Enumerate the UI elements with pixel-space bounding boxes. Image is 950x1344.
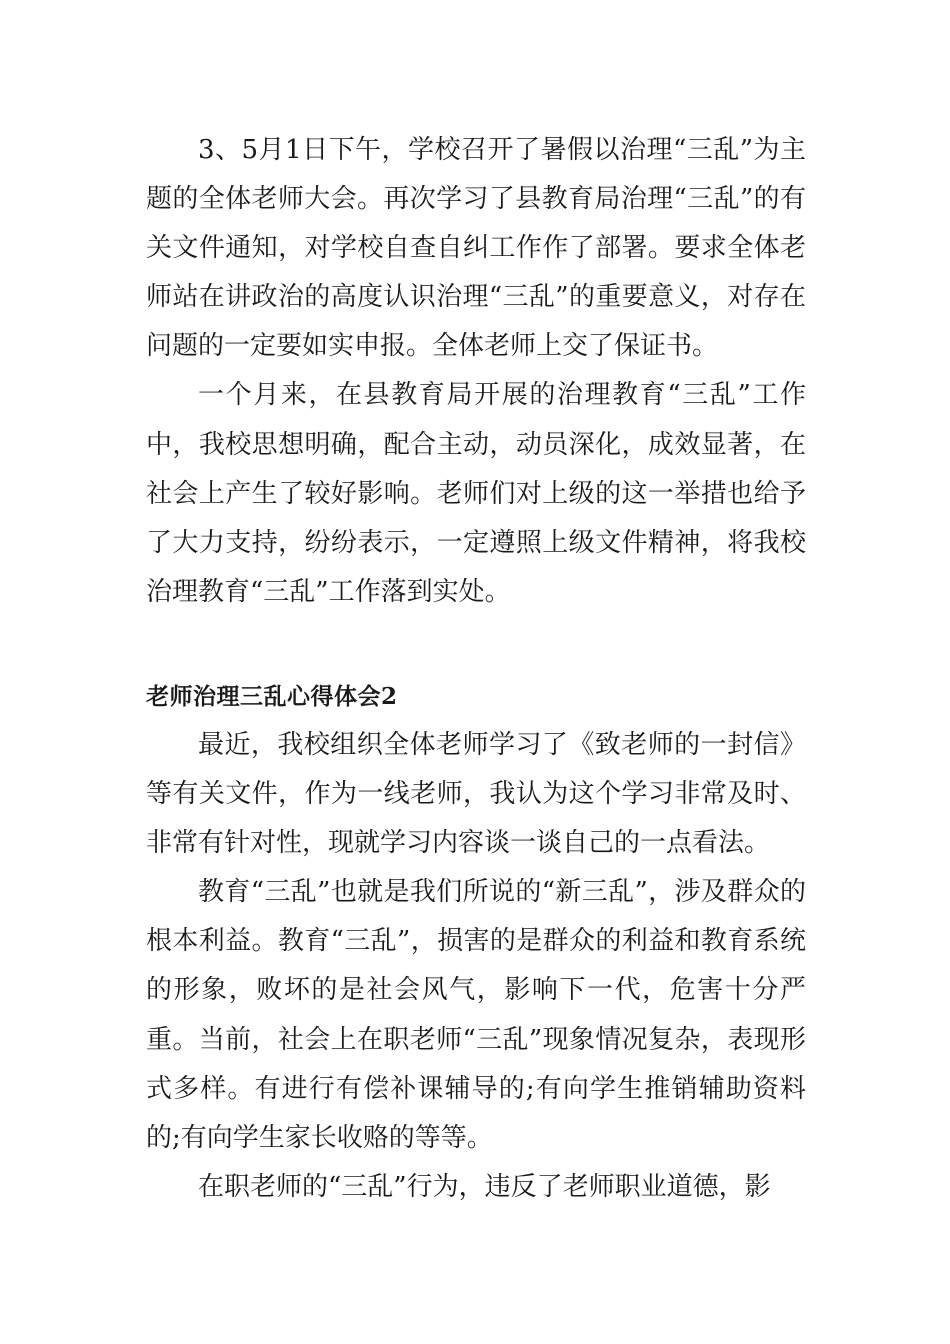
paragraph: 一个月来，在县教育局开展的治理教育“三乱”工作中，我校思想明确，配合主动，动员深化，成效显著，在社会上产生了较好影响。老师们对上级的这一举措也给予了大力支持，纷纷表示，一定遵照上级文件精神，将我校治理教育“三乱”工作落到实处。 [146, 380, 806, 607]
paragraph: 最近，我校组织全体老师学习了《致老师的一封信》等有关文件，作为一线老师，我认为这个学习非常及时、非常有针对性，现就学习内容谈一谈自己的一点看法。 [146, 729, 806, 859]
paragraph: 在职老师的“三乱”行为，违反了老师职业道德，影 [198, 1171, 771, 1202]
section-heading: 老师治理三乱心得体会2 [146, 682, 398, 710]
paragraph: 教育“三乱”也就是我们所说的“新三乱”，涉及群众的根本利益。教育“三乱”，损害的是群众的利益和教育系统的形象，败坏的是社会风气，影响下一代，危害十分严重。当前，社会上在职老师“三乱”现象情况复杂，表现形式多样。有进行有偿补课辅导的;有向学生推销辅助资料的;有向学生家长收赂的等等。 [146, 877, 806, 1153]
paragraph: 3、5月1日下午，学校召开了暑假以治理“三乱”为主题的全体老师大会。再次学习了县教育局治理“三乱”的有关文件通知，对学校自查自纠工作作了部署。要求全体老师站在讲政治的高度认识治理“三乱”的重要意义，对存在问题的一定要如实申报。全体老师上交了保证书。 [146, 135, 806, 362]
document-body [146, 126, 806, 1212]
section-spacer [146, 617, 806, 672]
